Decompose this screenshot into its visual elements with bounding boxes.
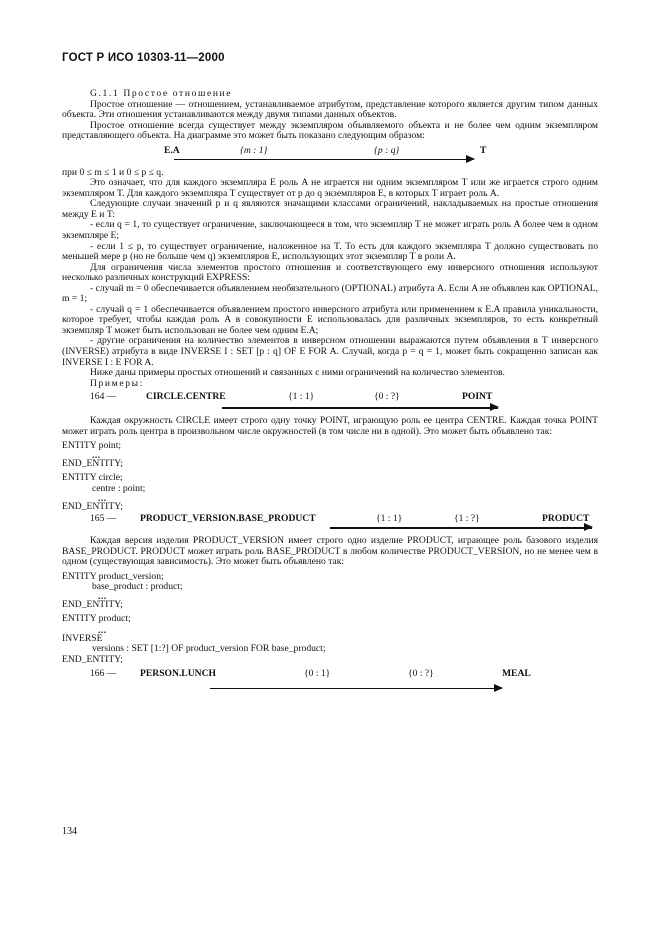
document-header: ГОСТ Р ИСО 10303-11—2000 bbox=[62, 52, 225, 64]
code-ellipsis: ... bbox=[98, 590, 107, 602]
paragraph-cases: Следующие случаи значений p и q являются значащими классами ограничений, накладываемых на простые отношения между E и T: bbox=[62, 198, 598, 220]
example-number: 166 — bbox=[90, 667, 117, 679]
code-line: versions : SET [1:?] OF product_version FOR base_product; bbox=[92, 643, 326, 655]
paragraph-definition: Простое отношение — отношением, устанавливаемое атрибутом, представление которого является другим типом данных объекта. Эти отношения устанавливаются между двумя типами данных объектов. bbox=[62, 98, 598, 121]
example-arrow bbox=[210, 688, 502, 690]
example-arrow bbox=[330, 527, 592, 529]
code-line: base_product : product; bbox=[92, 581, 183, 593]
example-entity-left: PERSON.LUNCH bbox=[140, 667, 216, 679]
code-line: ENTITY product; bbox=[62, 613, 131, 625]
example-164-diagram bbox=[62, 392, 598, 416]
code-line: END_ENTITY; bbox=[62, 457, 123, 469]
code-block-165 bbox=[62, 572, 598, 666]
example-entity-right: MEAL bbox=[502, 667, 531, 679]
code-line: ENTITY circle; bbox=[62, 472, 123, 484]
code-line: INVERSE bbox=[62, 632, 103, 644]
code-line: ENTITY product_version; bbox=[62, 570, 164, 582]
document-body bbox=[62, 89, 598, 695]
example-arrow bbox=[222, 407, 498, 409]
example-entity-left: PRODUCT_VERSION.BASE_PRODUCT bbox=[140, 513, 316, 525]
example-cardinality-a: {1 : 1} bbox=[288, 391, 315, 403]
example-entity-left: CIRCLE.CENTRE bbox=[146, 391, 226, 403]
paragraph-examples-intro: Ниже даны примеры простых отношений и связанных с ними ограничений на количество элементов. bbox=[90, 367, 505, 379]
paragraph-case-q1: - случай q = 1 обеспечивается объявлением простого инверсного атрибута или применением к E.A правила уникальности, которое требует, чтобы каждая роль A в совокупности E использовалась для различных экземпляров, то есть конкретный экземпляр T может быть использован не более чем одним E.A; bbox=[62, 303, 598, 336]
example-cardinality-b: {0 : ?} bbox=[374, 391, 400, 403]
example-cardinality-a: {0 : 1} bbox=[304, 667, 331, 679]
code-ellipsis: ... bbox=[98, 624, 107, 636]
paragraph-existence: Простое отношение всегда существует между экземпляром объявляемого объекта и не более чем одним экземпляром представляющего объекта. На диаграмме это может быть показано следующим образом: bbox=[62, 119, 598, 142]
example-entity-right: PRODUCT bbox=[542, 513, 590, 525]
example-number: 164 — bbox=[90, 391, 117, 403]
paragraph-case-inverse: - другие ограничения на количество элементов в инверсном отношении выражаются путем объявления в T инверсного (INVERSE) атрибута в виде INVERSE I : SET [p : q] OF E FOR A. Случай, когда p = q = 1, может быть сокращенно записан как INVERSE I : E FOR A. bbox=[62, 335, 598, 368]
paragraph-case-q: - если q = 1, то существует ограничение, заключающееся в том, что экземпляр T не может играть роль A более чем в одном экземпляре E; bbox=[62, 219, 598, 242]
section-title: G.1.1 Простое отношение bbox=[90, 88, 233, 99]
diagram-cardinality-m: {m : 1} bbox=[240, 144, 268, 156]
paragraph-case-m0: - случай m = 0 обеспечивается объявлением необязательного (OPTIONAL) атрибута A. Если A не объявлен как OPTIONAL, m = 1; bbox=[62, 282, 598, 305]
example-number: 165 — bbox=[90, 513, 117, 525]
page-number: 134 bbox=[62, 826, 77, 837]
paragraph-case-p: - если 1 ≤ p, то существует ограничение, наложенное на T. То есть для каждого экземпляра T должно существовать по меньшей мере p (но не больше чем q) экземпляров E, использующих этот экземпляр T в роли A. bbox=[62, 240, 598, 263]
example-entity-right: POINT bbox=[462, 391, 493, 403]
paragraph-condition: при 0 ≤ m ≤ 1 и 0 ≤ p ≤ q. bbox=[62, 166, 164, 178]
code-line: END_ENTITY; bbox=[62, 598, 123, 610]
diagram-arrow bbox=[174, 159, 474, 161]
code-line: ENTITY point; bbox=[62, 440, 122, 452]
diagram-entity-left: E.A bbox=[164, 144, 180, 156]
code-line: centre : point; bbox=[92, 482, 146, 494]
example-cardinality-a: {1 : 1} bbox=[376, 513, 403, 525]
code-line: END_ENTITY; bbox=[62, 653, 123, 665]
code-ellipsis: ... bbox=[98, 492, 107, 504]
example-cardinality-b: {0 : ?} bbox=[408, 667, 434, 679]
example-164-text: Каждая окружность CIRCLE имеет строго одну точку POINT, играющую роль ее центра CENTRE. Каждая точка POINT может играть роль центра в произвольном числе окружностей (в том числе ни в одной). Это может быть объявлено так: bbox=[62, 415, 598, 437]
code-line: END_ENTITY; bbox=[62, 500, 123, 512]
paragraph-meaning: Это означает, что для каждого экземпляра E роль A не играется ни одним экземпляром T или же играется строго одним экземпляром T. Для каждого экземпляра T существует от p до q экземпляров E, в которых T играет роль A. bbox=[62, 177, 598, 199]
paragraph-constructs: Для ограничения числа элементов простого отношения и соответствующего ему инверсного отношения используют несколько различных конструкций EXPRESS: bbox=[62, 261, 598, 284]
examples-label: Примеры: bbox=[90, 377, 144, 389]
code-block-164 bbox=[62, 441, 598, 512]
example-165-diagram bbox=[62, 514, 598, 536]
diagram-entity-right: T bbox=[480, 144, 487, 156]
example-cardinality-b: {1 : ?} bbox=[454, 513, 480, 525]
example-166-diagram bbox=[62, 669, 598, 695]
code-ellipsis: ... bbox=[92, 449, 101, 461]
relationship-diagram bbox=[62, 146, 598, 168]
diagram-cardinality-pq: {p : q} bbox=[374, 144, 400, 156]
example-165-text: Каждая версия изделия PRODUCT_VERSION имеет строго одно изделие PRODUCT, играющее роль базового изделия BASE_PRODUCT. PRODUCT может играть роль BASE_PRODUCT в любом количестве PRODUCT_VERSION, но не менее чем в одном (существующая зависимость). Это может быть объявлено так: bbox=[62, 535, 598, 568]
